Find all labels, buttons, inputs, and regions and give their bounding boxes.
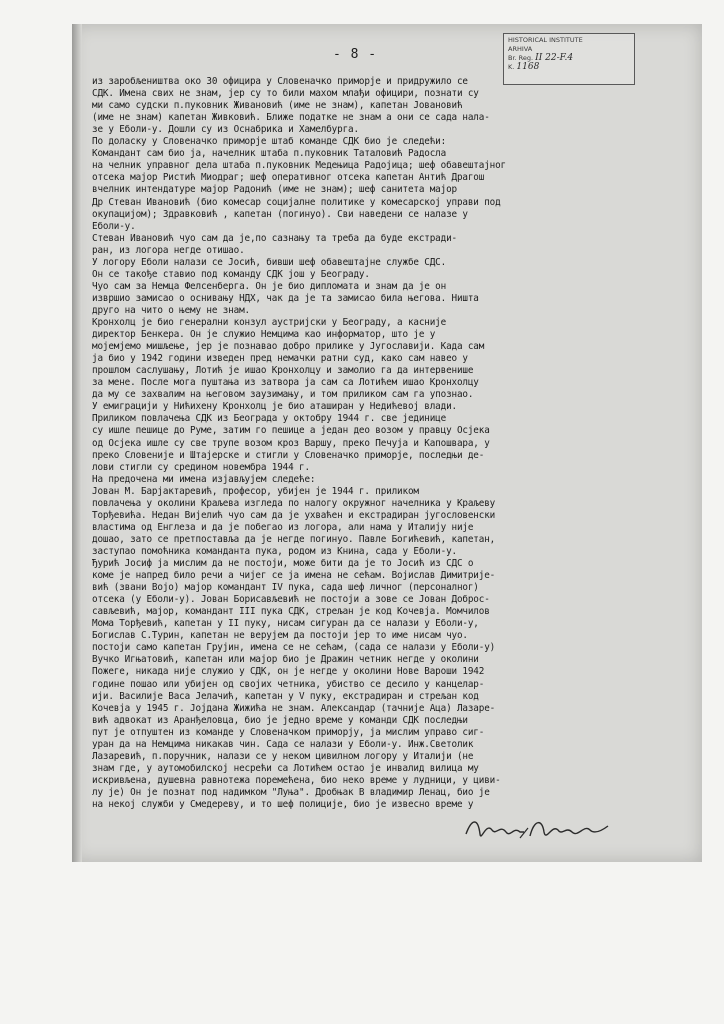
- text-line: искривљена, душевна равнотежа поремећена, био неко време у лудници, у циви-: [92, 774, 501, 786]
- text-line: Стеван Ивановић чуо сам да је,по сазнању та треба да буде екстради-: [92, 232, 457, 244]
- stamp-reg-label: Br. Reg.: [508, 54, 534, 62]
- text-line: На предочена ми имена изјављујем следеће:: [92, 473, 316, 485]
- text-line: друго на чито о њему не знам.: [92, 304, 250, 316]
- text-line: Вучко Игњатовић, капетан или мајор био је Дражин четник негде у околини: [92, 654, 479, 666]
- text-line: Богислав С.Турин, капетан не верујем да постоји јер то име нисам чуо.: [92, 630, 468, 642]
- text-line: У емиграцији у Нићихену Кронхолц је био аташиран у Недићевој влади.: [92, 401, 457, 413]
- text-line: ији. Василије Васа Јелачић, капетан у V пуку, екстрадиран и стрељан код: [92, 690, 479, 702]
- text-line: знам где, у аутомобилској несрећи са Лотићем остао је инвалид вилица му: [92, 762, 479, 774]
- text-line: коме је напред било речи а чијег се ја имена не сећам. Војислав Димитрије-: [92, 570, 496, 582]
- text-line: уран да на Немцима никакав чин. Сада се налази у Еболи-у. Инж.Светолик: [92, 738, 474, 750]
- text-line: вић адвокат из Аранђеловца, био је једно време у команди СДК последњи: [92, 714, 468, 726]
- text-line: преко Словеније и Штајерске и стигли у Словеначко приморје, последњи де-: [92, 449, 485, 461]
- text-line: Кронхолц је био генерални конзул аустријски у Београду, а касније: [92, 317, 447, 328]
- text-line: ран, из логора негде отишао.: [92, 244, 245, 256]
- text-line: Ђурић Јосиф ја мислим да не постоји, може бити да је то Јосић из СДС о: [92, 558, 474, 569]
- text-line: Пожеге, никада није служио у СДК, он је негде у околини Нове Вароши 1942: [92, 666, 485, 678]
- stamp-k-value: 1168: [516, 62, 540, 72]
- text-line: мојемјемо мишљење, јер је познавао добро прилике у Југославији. Када сам: [92, 341, 485, 353]
- text-line: зе у Еболи-у. Дошли су из Оснабрика и Хамелбурга.: [92, 124, 359, 136]
- text-line: директор Бенкера. Он је служио Немцима као информатор, што је у: [92, 329, 436, 341]
- text-line: Приликом повлачења СДК из Београда у октобру 1944 г. све јединице: [92, 413, 447, 425]
- text-line: (име не знам) капетан Живковић. Ближе податке не знам а они се сада нала-: [92, 112, 490, 124]
- text-line: прошлом саслушању, Лотић је ишао Кронхолцу и замолио га да интервенише: [92, 365, 474, 377]
- text-line: Он се такође ставио под команду СДК још у Београду.: [92, 268, 370, 280]
- text-line: од Осјека ишле су све трупе возом кроз Варшу, преко Печуја и Капошвара, у: [92, 437, 490, 449]
- text-line: Лазаревић, п.поручник, налази се у неком цивилном логору у Италији (не: [92, 750, 474, 762]
- text-line: заступао помоћника команданта пука, родом из Книна, сада у Еболи-у.: [92, 545, 457, 557]
- stamp-k-row: [508, 63, 630, 72]
- text-line: У логору Еболи налази се Јосић, бивши шеф обавештајне службе СДС.: [92, 256, 447, 268]
- text-line: Командант сам био ја, начелник штаба п.пуковник Таталовић Радосла: [92, 148, 447, 160]
- text-line: отсека мајор Ристић Миодраг; шеф оперативног отсека капетан Антић Драгош: [92, 172, 485, 184]
- text-line: СДК. Имена свих не знам, јер су то били махом млађи официри, познати су: [92, 88, 479, 100]
- text-line: окупацијом); Здравковић , капетан (погинуо). Сви наведени се налазе у: [92, 208, 468, 220]
- text-line: По доласку у Словеначко приморје штаб команде СДК био је следећи:: [92, 136, 447, 148]
- text-line: постоји само капетан Грујин, имена се не сећам, (сада се налази у Еболи-у): [92, 642, 496, 654]
- handwritten-signature: [462, 812, 612, 848]
- text-line: године пошао или убијен од својих четника, убиство се десило у канцелар-: [92, 678, 485, 690]
- text-line: су ишле пешице до Руме, затим го пешице а један део возом у правцу Осјека: [92, 425, 490, 437]
- text-line: Јован М. Барјактаревић, професор, убијен је 1944 г. приликом: [92, 485, 419, 497]
- page-number: - 8 -: [333, 47, 378, 62]
- stamp-k-label: K.: [508, 63, 515, 71]
- text-line: Торђевића. Недан Вијелић чуо сам да је ухваћен и екстрадиран југословенски: [92, 509, 496, 521]
- text-line: Мома Торђевић, капетан у II пуку, нисам сигуран да се налази у Еболи-у,: [92, 618, 479, 630]
- text-line: на челник управног дела штаба п.пуковник Медењица Радојица; шеф обавештајног: [92, 160, 506, 172]
- text-line: Др Стеван Ивановић (био комесар социјалне политике у комесарској управи под: [92, 196, 501, 208]
- text-line: дошао, зато се претпоставља да је негде погинуо. Павле Богићевић, капетан,: [92, 533, 496, 545]
- text-line: ја био у 1942 години изведен пред немачки ратни суд, како сам навео у: [92, 353, 468, 365]
- text-line: Чуо сам за Немца Фелсенберга. Он је био дипломата и знам да је он: [92, 280, 447, 292]
- text-line: лови стигли су средином новембра 1944 г.: [92, 461, 310, 473]
- text-line: вић (звани Војо) мајор командант IV пука, сада шеф личног (персоналног): [92, 582, 479, 594]
- text-line: Еболи-у.: [92, 220, 136, 232]
- text-line: вчелник интендатуре мајор Радонић (име не знам); шеф санитета мајор: [92, 184, 457, 196]
- stamp-line-2: ARHIVA: [508, 45, 533, 53]
- stamp-line-1: HISTORICAL INSTITUTE: [508, 36, 583, 44]
- text-line: Кочевја у 1945 г. Јојдана Жижића не знам. Александар (тачније Аца) Лазаре-: [92, 702, 496, 714]
- stamp-reg-value: II 22-F.4: [535, 53, 574, 63]
- text-line: да му се захвалим на његовом заузимању, и том приликом сам га упознао.: [92, 389, 474, 401]
- text-line: отсека (у Еболи-у). Јован Борисављевић не постоји а зове се Јован Доброс-: [92, 594, 490, 606]
- text-line: за мене. После мога пуштања из затвора ја сам са Лотићем ишао Кронхолцу: [92, 377, 479, 389]
- text-line: властима од Енглеза и да је побегао из логора, али нама у Италију није: [92, 521, 474, 533]
- text-line: извршио замисао о оснивању НДХ, чак да је та замисао била његова. Ништа: [92, 292, 479, 304]
- text-line: пут је отпуштен из команде у Словеначком приморју, ја мислим управо сиг-: [92, 726, 485, 738]
- text-line: из заробљеништва око 30 официра у Словеначко приморје и придружило се: [92, 76, 468, 87]
- text-line: лу је) Он је познат под надимком "Луња". Дробњак В владимир Ленац, био је: [92, 786, 490, 798]
- text-line: на некој служби у Смедереву, и то шеф полиције, био је извесно време у: [92, 799, 474, 810]
- text-line: ми само судски п.пуковник Живановић (име не знам), капетан Јовановић: [92, 100, 463, 112]
- text-line: сављевић, мајор, командант III пука СДК, стрељан је код Кочевја. Момчилов: [92, 606, 490, 618]
- text-line: повлачења у околини Краљева изгледа по налогу окружног начелника у Краљеву: [92, 497, 496, 509]
